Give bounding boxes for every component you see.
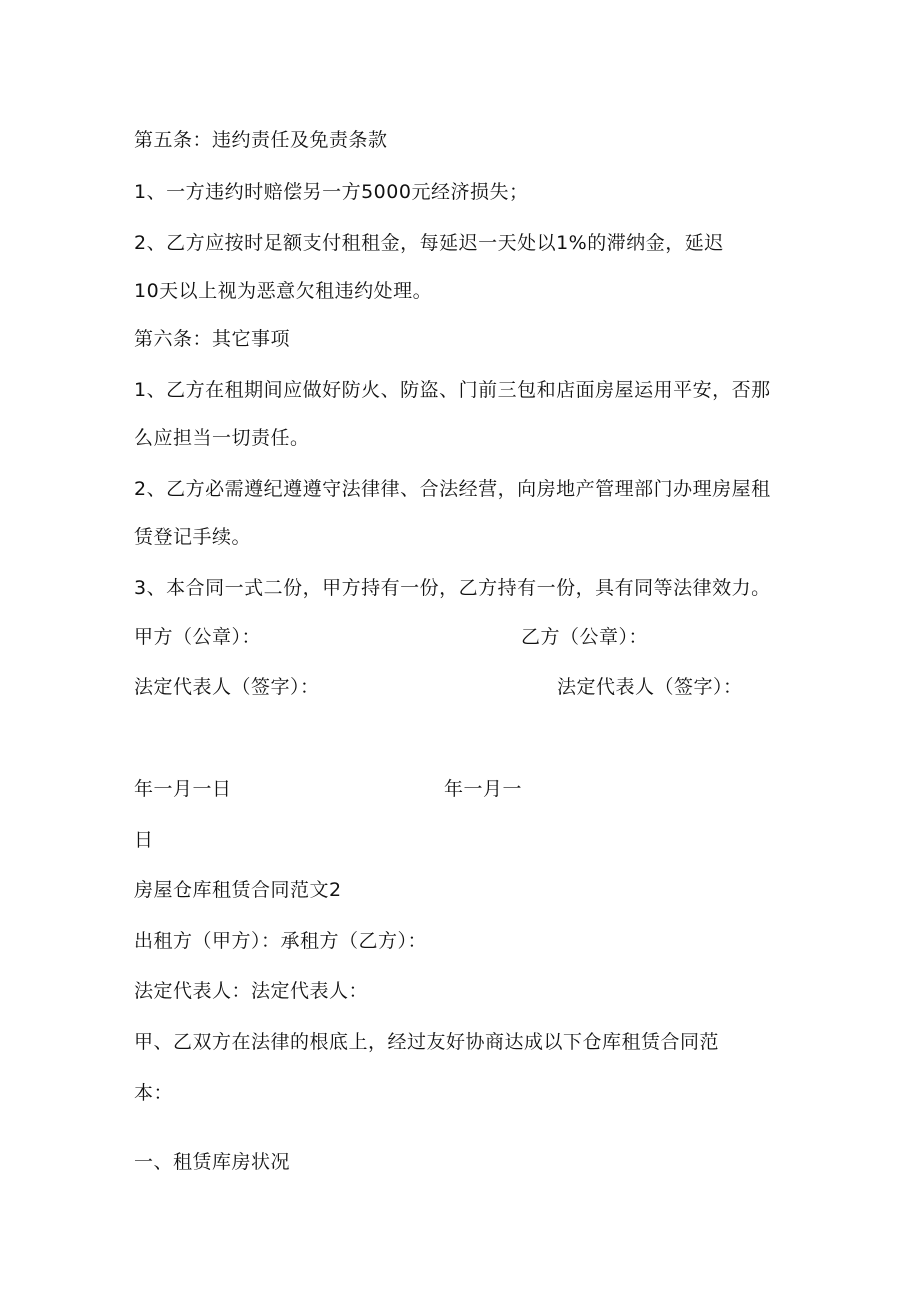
article5-item2-line1: 2、乙方应按时足额支付租租金，每延迟一天处以1%的滞纳金，延迟 xyxy=(134,232,724,254)
article5-item1: 1、一方违约时赔偿另一方5000元经济损失； xyxy=(134,181,529,203)
article6-item1-line2: 么应担当一切责任。 xyxy=(134,427,310,449)
article6-item2-line1: 2、乙方必需遵纪遵遵守法律律、合法经营，向房地产管理部门办理房屋租 xyxy=(134,478,771,500)
article5-item2-line2: 10天以上视为恶意欠租违约处理。 xyxy=(134,280,433,302)
section1-title: 一、租赁库房状况 xyxy=(134,1151,291,1173)
lessor-lessee: 出租方（甲方）：承租方（乙方）： xyxy=(134,930,428,952)
article6-title: 第六条：其它事项 xyxy=(134,328,291,350)
party-a-representative: 法定代表人（签字）： xyxy=(134,676,320,698)
date-party-a: 年一月一日 xyxy=(134,778,232,800)
party-a-seal: 甲方（公章）： xyxy=(134,626,262,648)
date-party-b-continued: 日 xyxy=(134,829,154,851)
article6-item1-line1: 1、乙方在租期间应做好防火、防盗、门前三包和店面房屋运用平安，否那 xyxy=(134,379,771,401)
party-b-representative: 法定代表人（签字）： xyxy=(557,676,743,698)
contract2-title: 房屋仓库租赁合同范文2 xyxy=(134,879,342,901)
intro-line2: 本： xyxy=(134,1082,174,1104)
intro-line1: 甲、乙双方在法律的根底上，经过友好协商达成以下仓库租赁合同范 xyxy=(134,1031,720,1053)
article6-item2-line2: 赁登记手续。 xyxy=(134,526,252,548)
party-b-seal: 乙方（公章）： xyxy=(521,626,649,648)
article5-title: 第五条：违约责任及免责条款 xyxy=(134,129,388,151)
date-party-b: 年一月一 xyxy=(444,778,523,800)
article6-item3: 3、本合同一式二份，甲方持有一份，乙方持有一份，具有同等法律效力。 xyxy=(134,577,771,599)
legal-representatives: 法定代表人：法定代表人： xyxy=(134,980,369,1002)
